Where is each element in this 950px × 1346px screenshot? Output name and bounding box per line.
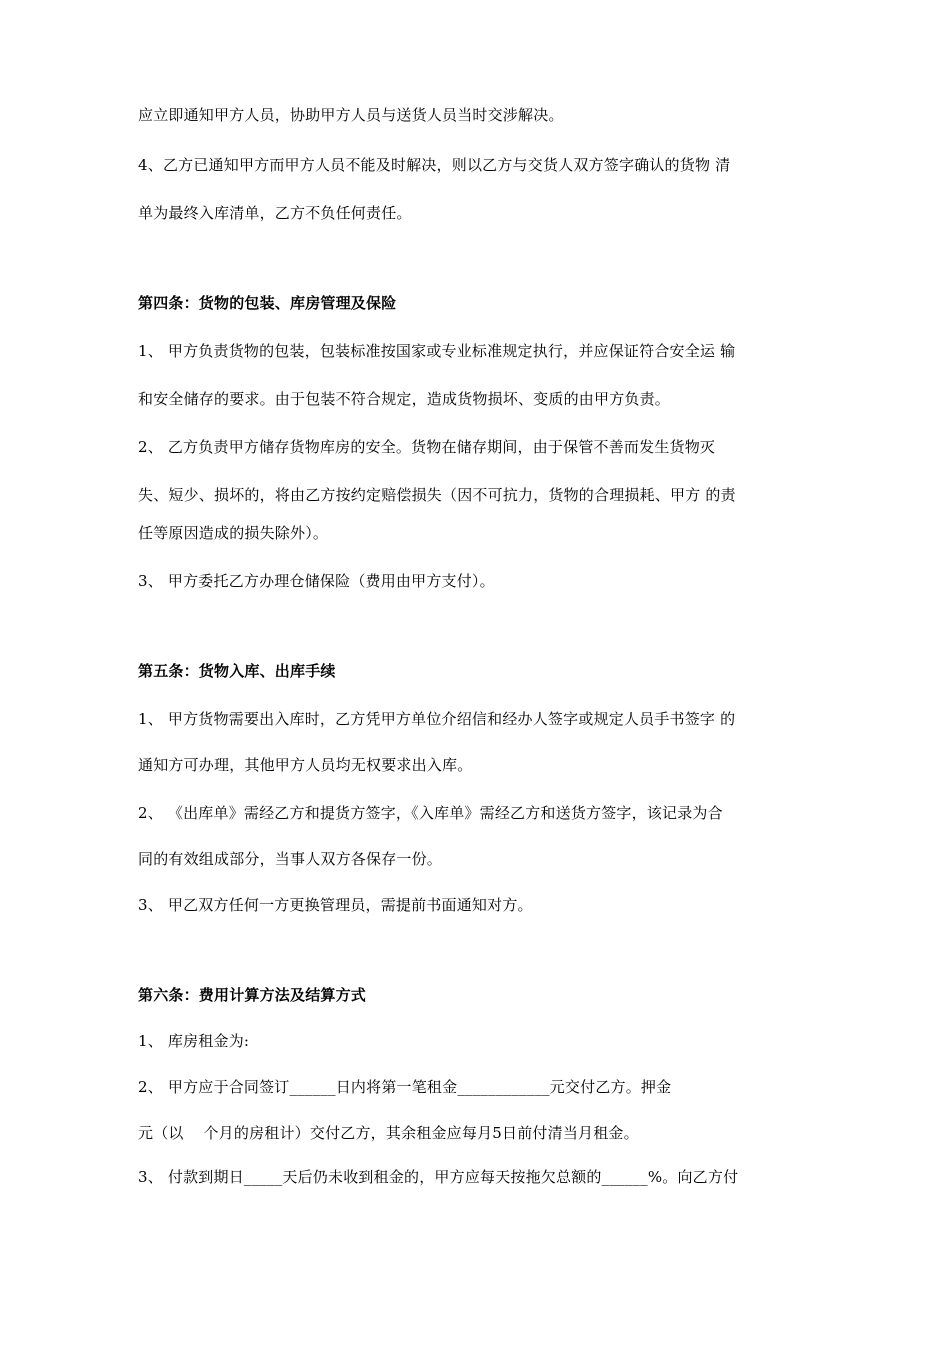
paragraph-line: 通知方可办理，其他甲方人员均无权要求出入库。 xyxy=(138,756,473,774)
paragraph-line: 4、乙方已通知甲方而甲方人员不能及时解决，则以乙方与交货人双方签字确认的货物 清 xyxy=(138,156,731,174)
paragraph-line: 3、 甲方委托乙方办理仓储保险（费用由甲方支付）。 xyxy=(138,572,495,590)
paragraph-line: 应立即通知甲方人员，协助甲方人员与送货人员当时交涉解决。 xyxy=(138,106,564,124)
section-heading-4: 第四条：货物的包装、库房管理及保险 xyxy=(138,294,397,312)
paragraph-line: 2、 《出库单》需经乙方和提货方签字，《入库单》需经乙方和送货方签字，该记录为合 xyxy=(138,804,723,822)
paragraph-line: 2、 乙方负责甲方储存货物库房的安全。货物在储存期间，由于保管不善而发生货物灭 xyxy=(138,438,716,456)
paragraph-line: 3、 甲乙双方任何一方更换管理员，需提前书面通知对方。 xyxy=(138,896,533,914)
paragraph-line: 3、 付款到期日_____天后仍未收到租金的，甲方应每天按拖欠总额的______%。向乙方付 xyxy=(138,1168,739,1186)
paragraph-line: 和安全储存的要求。由于包装不符合规定，造成货物损坏、变质的由甲方负责。 xyxy=(138,390,671,408)
paragraph-line: 元（以 个月的房租计）交付乙方，其余租金应每月5日前付清当月租金。 xyxy=(138,1124,639,1142)
section-heading-5: 第五条：货物入库、出库手续 xyxy=(138,662,336,680)
paragraph-line: 1、 甲方负责货物的包装，包装标准按国家或专业标准规定执行，并应保证符合安全运 输 xyxy=(138,342,736,360)
paragraph-line: 任等原因造成的损失除外）。 xyxy=(138,524,329,542)
section-heading-6: 第六条：费用计算方法及结算方式 xyxy=(138,986,367,1004)
paragraph-line: 同的有效组成部分，当事人双方各保存一份。 xyxy=(138,850,443,868)
paragraph-line: 失、短少、损坏的，将由乙方按约定赔偿损失（因不可抗力，货物的合理损耗、甲方 的责 xyxy=(138,486,736,504)
paragraph-line: 单为最终入库清单，乙方不负任何责任。 xyxy=(138,204,412,222)
paragraph-line: 2、 甲方应于合同签订______日内将第一笔租金____________元交付乙方。押金 xyxy=(138,1078,672,1096)
paragraph-line: 1、 库房租金为: xyxy=(138,1032,250,1050)
paragraph-line: 1、 甲方货物需要出入库时，乙方凭甲方单位介绍信和经办人签字或规定人员手书签字 的 xyxy=(138,710,736,728)
